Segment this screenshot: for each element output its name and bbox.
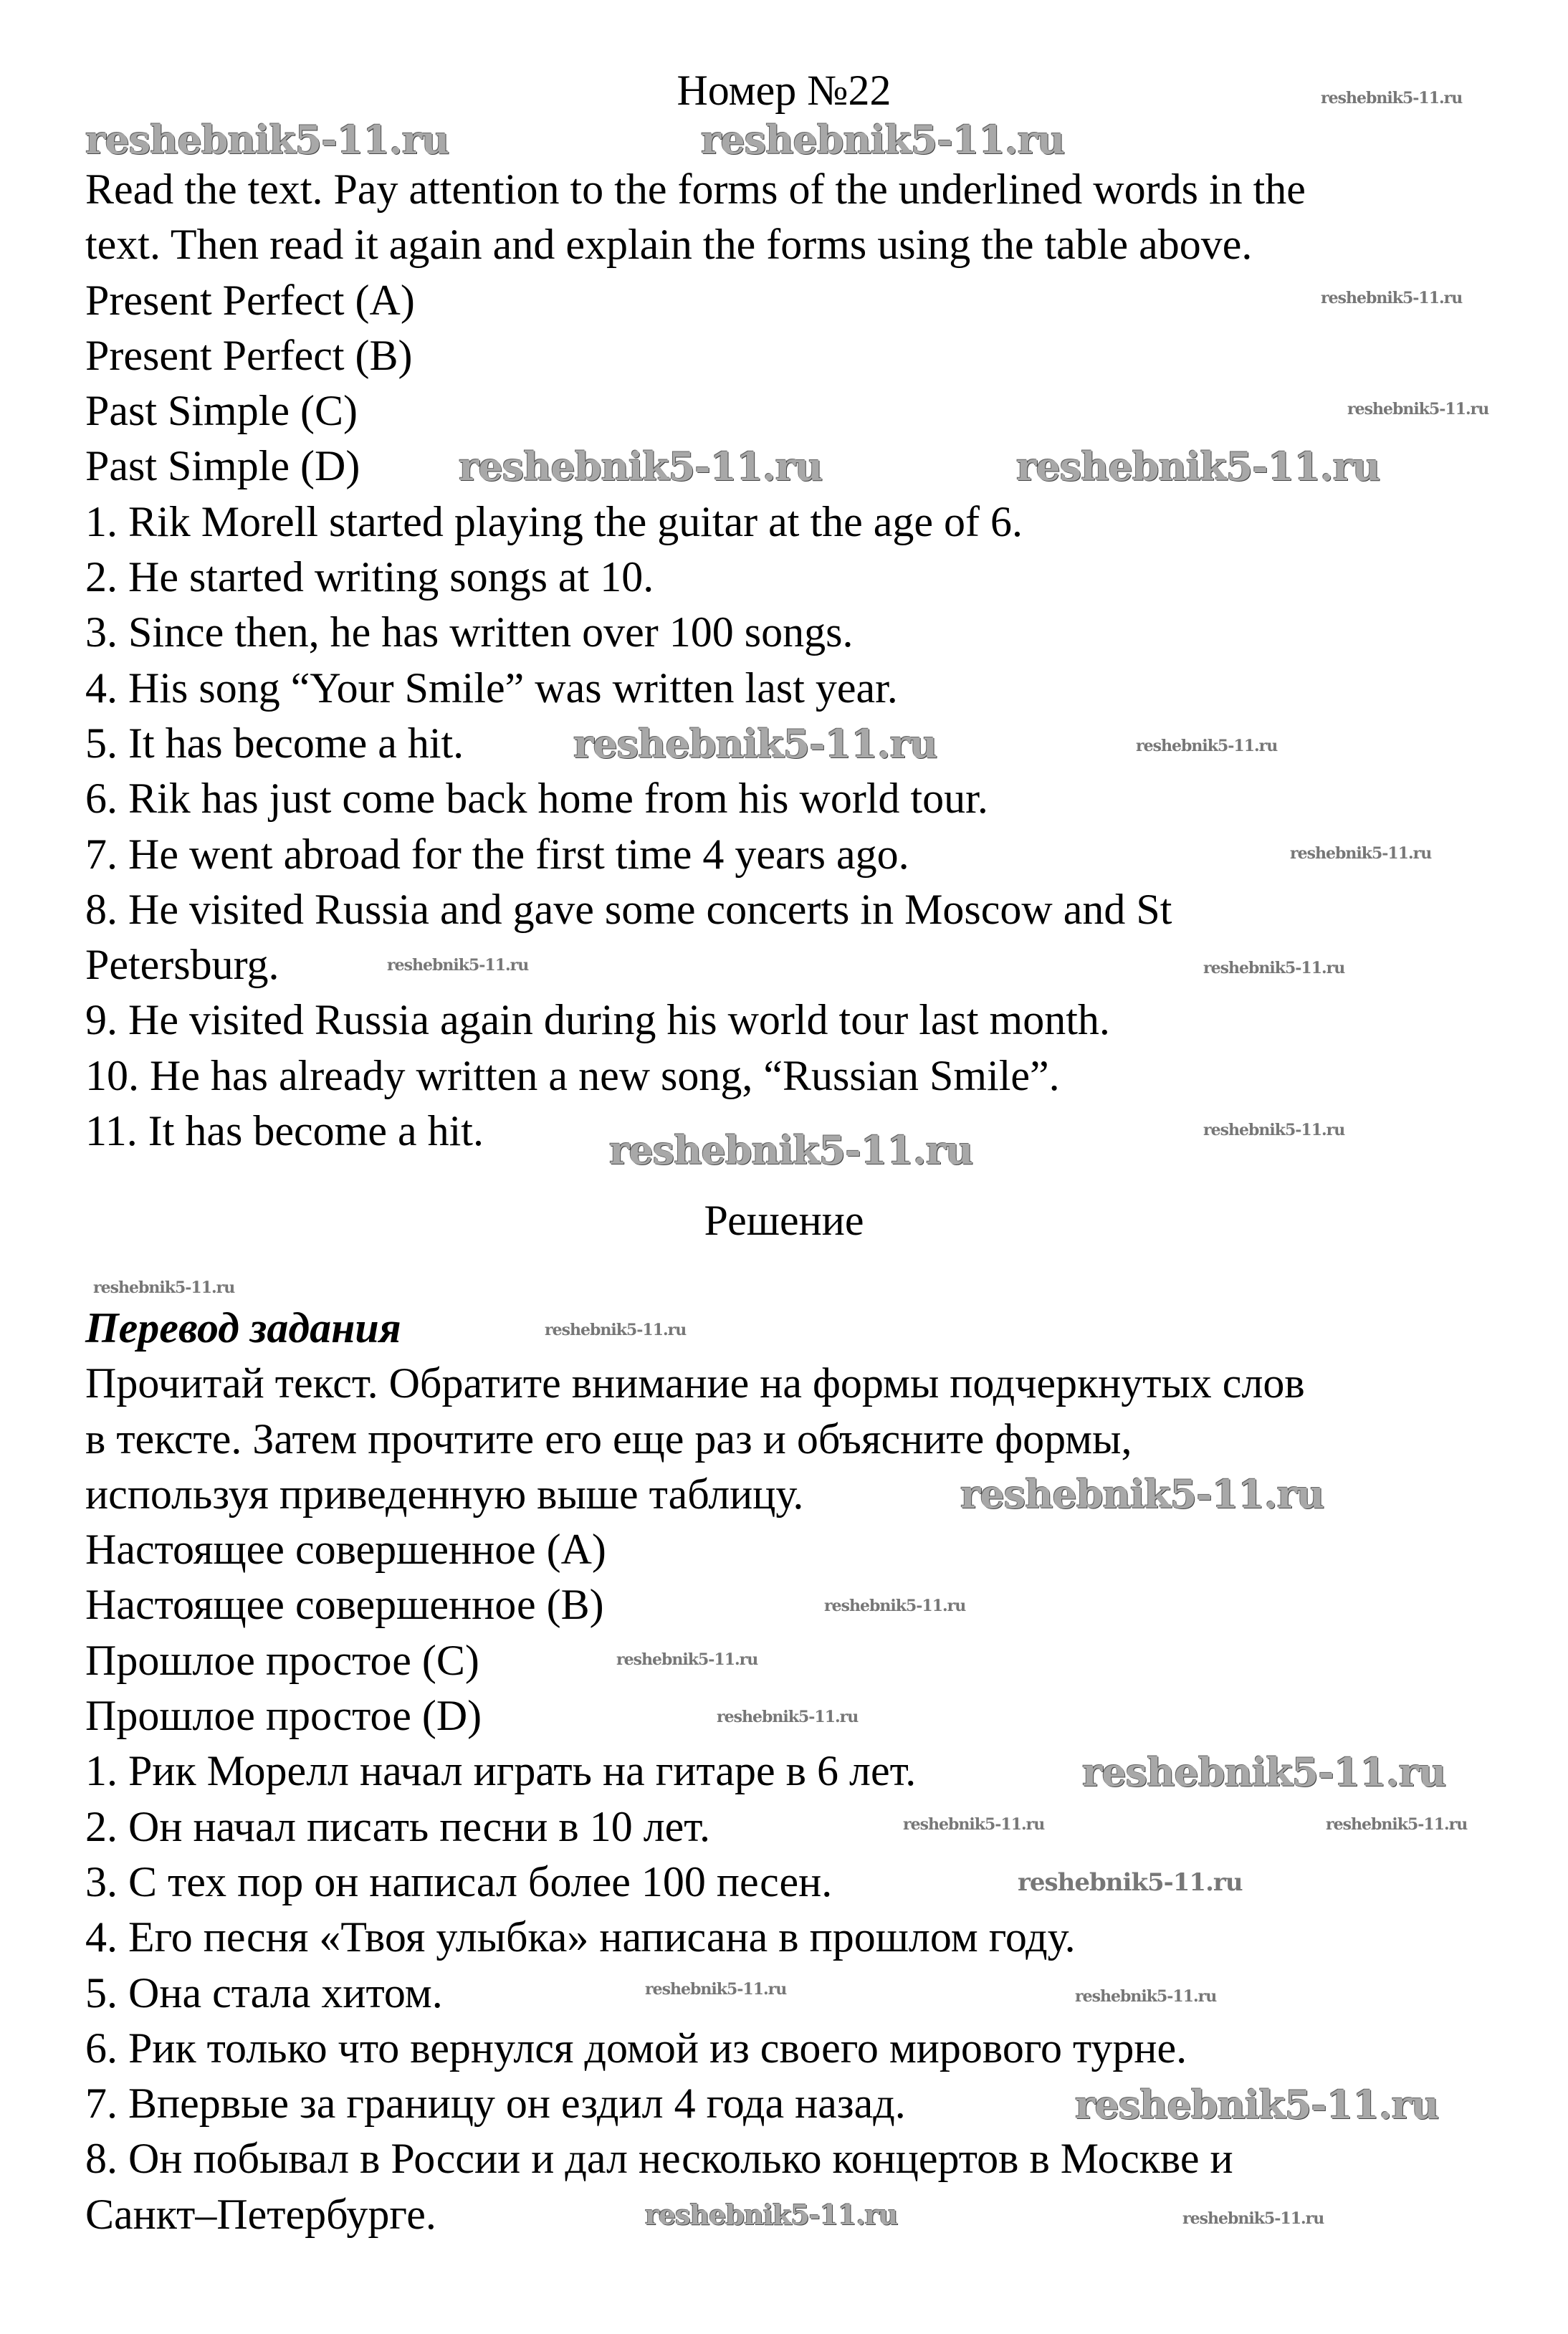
watermark: reshebnik5-11.ru [903,1815,1045,1834]
watermark: reshebnik5-11.ru [645,2199,898,2231]
task-line: 8. He visited Russia and gave some concerts in Moscow and St [85,885,1172,933]
watermark: reshebnik5-11.ru [609,1127,973,1173]
task-line: 2. He started writing songs at 10. [85,553,654,601]
watermark: reshebnik5-11.ru [1075,2082,1439,2128]
translation-line: 7. Впервые за границу он ездил 4 года назад. [85,2080,906,2128]
task-line: 3. Since then, he has written over 100 songs. [85,608,854,656]
translation-line: в тексте. Затем прочтите его еще раз и объясните формы, [85,1415,1132,1463]
watermark: reshebnik5-11.ru [1203,959,1345,977]
watermark: reshebnik5-11.ru [1018,1868,1243,1897]
page-title: Номер №22 [677,67,891,114]
task-line: 4. His song “Your Smile” was written last year. [85,664,898,712]
translation-line: Прошлое простое (D) [85,1692,482,1740]
task-line: 1. Rik Morell started playing the guitar at the age of 6. [85,497,1023,545]
translation-line: Настоящее совершенное (A) [85,1526,606,1574]
watermark: reshebnik5-11.ru [573,721,937,767]
task-line: 7. He went abroad for the first time 4 years ago. [85,830,909,878]
task-text [85,162,1490,1159]
watermark: reshebnik5-11.ru [1082,1749,1446,1795]
task-line: 6. Rik has just come back home from his world tour. [85,775,988,823]
task-line: 10. He has already written a new song, “Russian Smile”. [85,1051,1060,1099]
task-line: 11. It has become a hit. [85,1107,484,1155]
watermark: reshebnik5-11.ru [545,1321,687,1339]
watermark: reshebnik5-11.ru [1290,844,1432,863]
watermark: reshebnik5-11.ru [93,1278,235,1297]
watermark: reshebnik5-11.ru [387,956,529,975]
watermark: reshebnik5-11.ru [1182,2209,1324,2228]
translation-line: Санкт–Петербурге. [85,2190,436,2238]
task-line: 5. It has become a hit. [85,719,464,767]
watermark: reshebnik5-11.ru [717,1708,859,1726]
task-line: Past Simple (C) [85,387,358,435]
translation-line: 3. С тех пор он написал более 100 песен. [85,1857,833,1905]
translation-line: Прошлое простое (C) [85,1636,479,1684]
task-line: text. Then read it again and explain the forms using the table above. [85,221,1253,269]
watermark: reshebnik5-11.ru [85,117,449,163]
watermark: reshebnik5-11.ru [645,1980,787,1999]
task-line: 9. He visited Russia again during his world tour last month. [85,996,1110,1044]
watermark: reshebnik5-11.ru [701,117,1065,163]
translation-line: 8. Он побывал в России и дал несколько концертов в Москве и [85,2135,1233,2183]
translation-line: 5. Она стала хитом. [85,1969,443,2017]
translation-line: используя приведенную выше таблицу. [85,1470,804,1518]
watermark: reshebnik5-11.ru [459,444,823,489]
watermark: reshebnik5-11.ru [1016,444,1380,489]
watermark: reshebnik5-11.ru [1326,1815,1468,1834]
task-line: Petersburg. [85,941,279,989]
solution-heading: Решение [704,1197,864,1244]
translation-line: Настоящее совершенное (B) [85,1581,604,1629]
watermark: reshebnik5-11.ru [1321,89,1463,107]
translation-line: 4. Его песня «Твоя улыбка» написана в прошлом году. [85,1913,1076,1961]
watermark: reshebnik5-11.ru [1203,1121,1345,1139]
watermark: reshebnik5-11.ru [1321,289,1463,307]
task-line: Read the text. Pay attention to the forms of the underlined words in the [85,166,1306,213]
translation-line: 6. Рик только что вернулся домой из своего мирового турне. [85,2024,1187,2072]
watermark: reshebnik5-11.ru [1136,737,1278,755]
watermark: reshebnik5-11.ru [616,1650,758,1669]
watermark: reshebnik5-11.ru [1347,400,1489,419]
task-line: Present Perfect (B) [85,331,413,379]
watermark: reshebnik5-11.ru [824,1597,966,1615]
translation-line: Прочитай текст. Обратите внимание на формы подчеркнутых слов [85,1359,1305,1407]
translation-line: 1. Рик Морелл начал играть на гитаре в 6 лет. [85,1747,917,1795]
watermark: reshebnik5-11.ru [960,1471,1324,1517]
task-line: Present Perfect (A) [85,276,415,324]
translation-line: 2. Он начал писать песни в 10 лет. [85,1802,710,1850]
watermark: reshebnik5-11.ru [1075,1987,1217,2006]
translation-heading: Перевод задания [85,1304,401,1352]
task-line: Past Simple (D) [85,442,360,490]
